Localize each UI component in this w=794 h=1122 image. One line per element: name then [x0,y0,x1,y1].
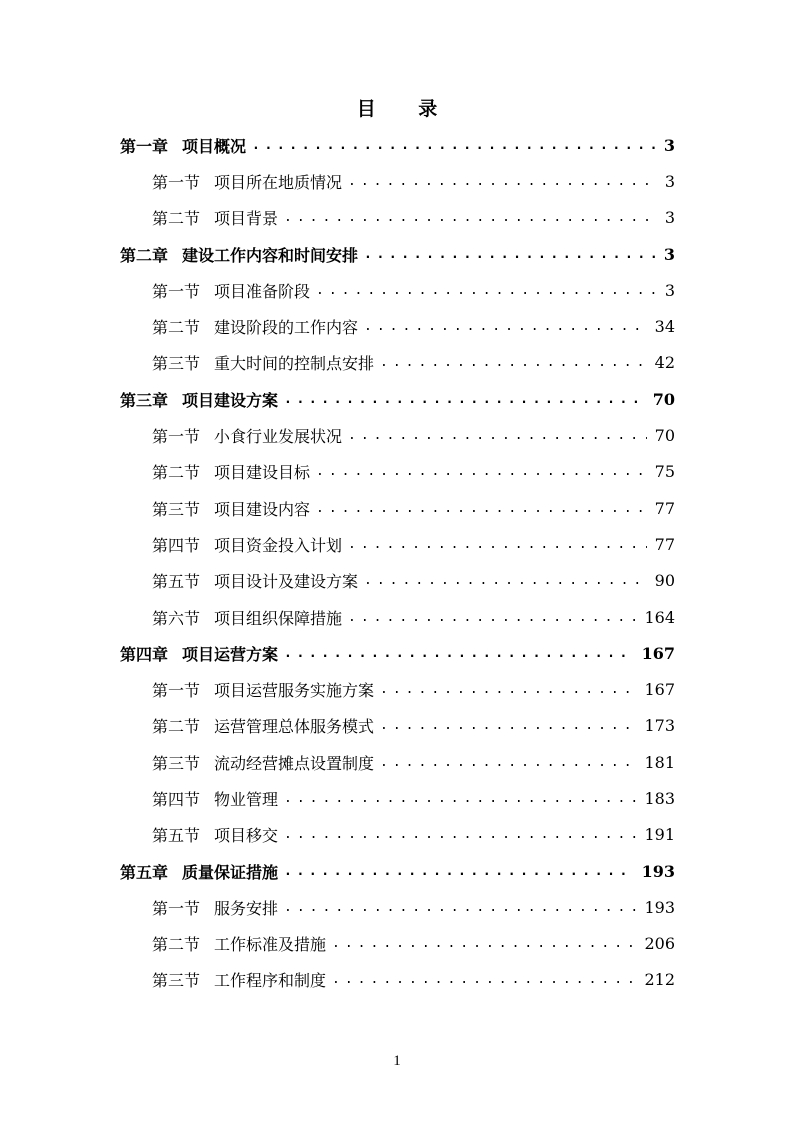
toc-entry-title: 小食行业发展状况 [214,427,343,447]
toc-entry-number: 第三节 [152,499,201,519]
dot-leader [348,428,647,443]
toc-title: 目 录 [356,98,456,120]
toc-entry-number: 第四节 [152,789,201,809]
dot-leader [364,319,647,334]
toc-entry-title: 项目组织保障措施 [214,608,343,628]
toc-entry-page: 3 [664,280,675,300]
toc-entry-number: 第二章 [120,245,169,265]
toc-entry-page: 212 [644,970,675,990]
dot-leader [252,138,655,153]
dot-leader [348,610,636,625]
dot-leader [284,900,636,915]
toc-entry-title: 工作标准及措施 [214,935,327,955]
toc-entry-page: 193 [644,897,675,917]
toc-entry-title: 物业管理 [214,789,279,809]
toc-section-entry[interactable] [0,708,675,744]
toc-chapter-entry[interactable] [0,635,675,671]
toc-section-entry[interactable] [0,780,675,816]
dot-leader [284,864,634,879]
toc-entry-number: 第一节 [152,898,201,918]
dot-leader [380,682,636,697]
toc-entry-title: 服务安排 [214,898,279,918]
toc-entry-page: 167 [644,680,675,700]
toc-entry-title: 质量保证措施 [182,862,279,882]
toc-entry-title: 项目建设目标 [214,463,311,483]
toc-entry-title: 项目资金投入计划 [214,535,343,555]
dot-leader [380,755,636,770]
toc-entry-page: 77 [654,498,675,518]
toc-entry-page: 70 [654,426,675,446]
toc-section-entry[interactable] [0,454,675,490]
toc-entry-number: 第一节 [152,427,201,447]
dot-leader [284,827,636,842]
toc-entry-number: 第六节 [152,608,201,628]
toc-entry-title: 项目概况 [182,136,247,156]
toc-section-entry[interactable] [0,345,675,381]
toc-entry-title: 建设工作内容和时间安排 [182,245,359,265]
toc-entry-title: 项目背景 [214,209,279,229]
toc-entry-number: 第五章 [120,862,169,882]
dot-leader [364,247,655,262]
toc-section-entry[interactable] [0,671,675,707]
table-of-contents [0,127,794,998]
toc-entry-title: 项目建设内容 [214,499,311,519]
toc-section-entry[interactable] [0,817,675,853]
dot-leader [332,972,636,987]
dot-leader [284,210,655,225]
toc-entry-number: 第二节 [152,717,201,737]
toc-entry-number: 第二节 [152,935,201,955]
toc-section-entry[interactable] [0,490,675,526]
toc-entry-page: 191 [644,825,675,845]
toc-entry-number: 第一章 [120,136,169,156]
toc-section-entry[interactable] [0,563,675,599]
toc-chapter-entry[interactable] [0,853,675,889]
toc-entry-title: 项目准备阶段 [214,281,311,301]
toc-entry-page: 167 [641,643,675,663]
toc-section-entry[interactable] [0,526,675,562]
toc-entry-number: 第三节 [152,354,201,374]
dot-leader [284,646,634,661]
toc-entry-page: 206 [644,934,675,954]
dot-leader [284,392,645,407]
toc-entry-title: 项目运营方案 [182,644,279,664]
toc-entry-title: 工作程序和制度 [214,971,327,991]
toc-section-entry[interactable] [0,962,675,998]
toc-entry-title: 项目所在地质情况 [214,172,343,192]
toc-entry-page: 75 [654,462,675,482]
dot-leader [316,464,647,479]
toc-entry-number: 第五节 [152,826,201,846]
toc-entry-number: 第三章 [120,390,169,410]
dot-leader [380,718,636,733]
toc-entry-page: 34 [654,317,675,337]
toc-entry-page: 193 [641,861,675,881]
toc-section-entry[interactable] [0,926,675,962]
toc-entry-page: 181 [644,752,675,772]
toc-chapter-entry[interactable] [0,381,675,417]
toc-entry-number: 第四章 [120,644,169,664]
dot-leader [316,501,647,516]
toc-entry-page: 70 [652,389,675,409]
toc-entry-number: 第二节 [152,463,201,483]
toc-entry-number: 第二节 [152,209,201,229]
toc-section-entry[interactable] [0,163,675,199]
toc-entry-page: 183 [644,788,675,808]
toc-entry-title: 项目建设方案 [182,390,279,410]
toc-entry-title: 建设阶段的工作内容 [214,318,359,338]
toc-entry-page: 77 [654,534,675,554]
toc-section-entry[interactable] [0,308,675,344]
toc-entry-title: 项目运营服务实施方案 [214,681,375,701]
toc-entry-page: 3 [664,208,675,228]
dot-leader [380,355,647,370]
toc-section-entry[interactable] [0,200,675,236]
toc-section-entry[interactable] [0,272,675,308]
page-number: 1 [393,1053,401,1069]
toc-entry-number: 第三节 [152,753,201,773]
dot-leader [348,174,655,189]
dot-leader [332,936,636,951]
toc-chapter-entry[interactable] [0,127,675,163]
toc-entry-number: 第三节 [152,971,201,991]
toc-section-entry[interactable] [0,599,675,635]
dot-leader [284,791,636,806]
toc-entry-number: 第一节 [152,172,201,192]
toc-entry-number: 第一节 [152,681,201,701]
toc-entry-title: 流动经营摊点设置制度 [214,753,375,773]
toc-entry-title: 项目设计及建设方案 [214,572,359,592]
dot-leader [364,573,647,588]
toc-entry-number: 第一节 [152,281,201,301]
toc-entry-page: 90 [654,571,675,591]
toc-section-entry[interactable] [0,417,675,453]
toc-entry-title: 重大时间的控制点安排 [214,354,375,374]
toc-entry-page: 3 [663,244,675,264]
toc-entry-page: 173 [644,716,675,736]
toc-entry-title: 运营管理总体服务模式 [214,717,375,737]
dot-leader [316,283,655,298]
toc-entry-page: 3 [663,135,675,155]
toc-entry-number: 第二节 [152,318,201,338]
toc-entry-page: 42 [654,353,675,373]
toc-section-entry[interactable] [0,744,675,780]
toc-chapter-entry[interactable] [0,236,675,272]
toc-entry-page: 3 [664,171,675,191]
toc-entry-title: 项目移交 [214,826,279,846]
dot-leader [348,537,647,552]
toc-entry-number: 第五节 [152,572,201,592]
toc-section-entry[interactable] [0,889,675,925]
toc-entry-page: 164 [644,607,675,627]
toc-entry-number: 第四节 [152,535,201,555]
